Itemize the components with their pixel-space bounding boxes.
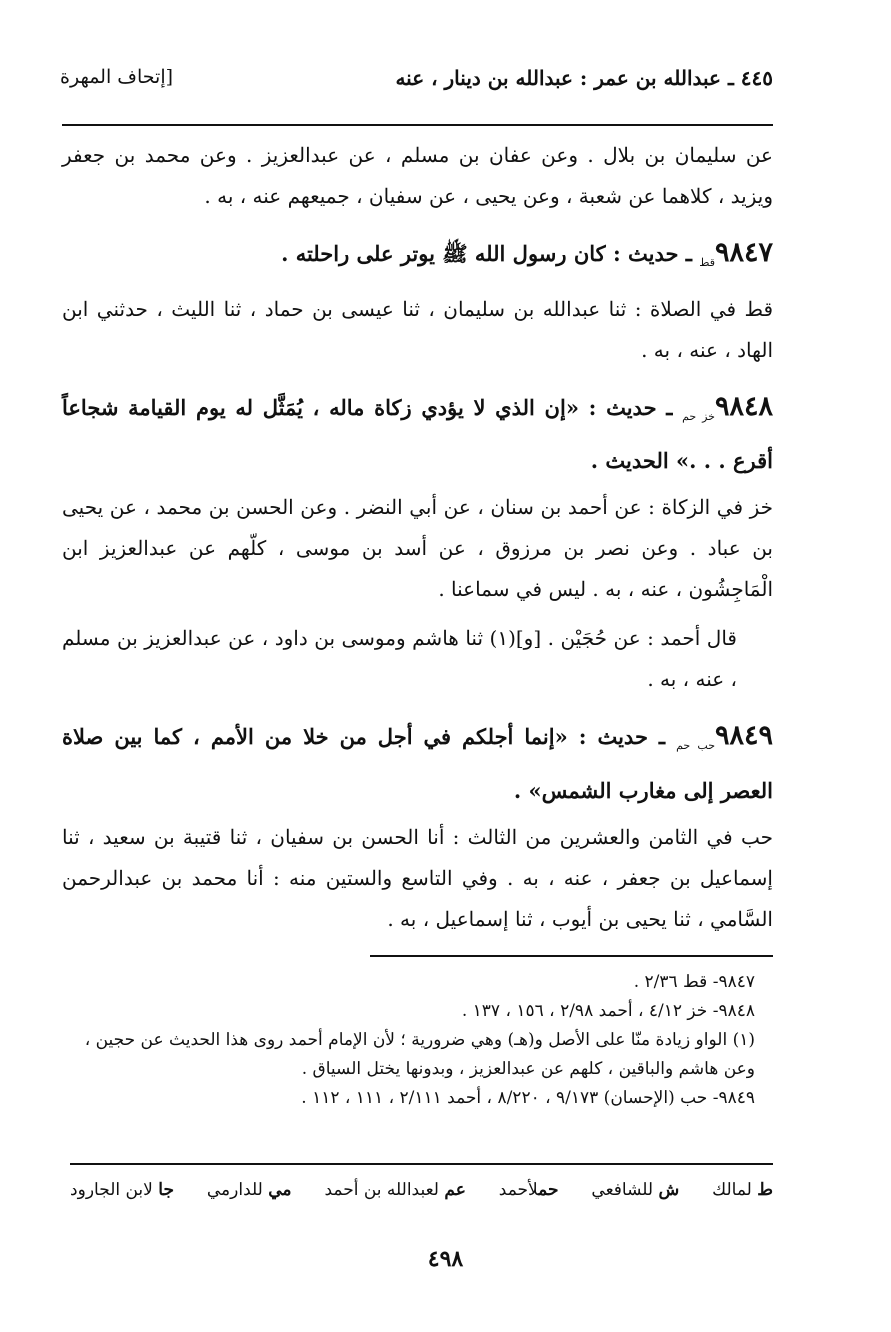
paragraph-1: عن سليمان بن بلال . وعن عفان بن مسلم ، عن عبدالعزيز . وعن محمد بن جعفر ويزيد ، كلاهما عن شعبة ، وعن يحيى ، عن سفيان ، جميعهم عنه ، به . xyxy=(62,143,773,208)
footnote-rule xyxy=(370,955,773,957)
abbr-item: مي للدارمي xyxy=(206,1180,292,1200)
footnotes xyxy=(70,968,773,1113)
running-header xyxy=(60,66,773,106)
hadith-9848 xyxy=(62,385,773,483)
hadith-text: ـ حديث : «إن الذي لا يؤدي زكاة ماله ، يُمَثَّل له يوم القيامة شجاعاً أقرع . . .» الحديث . xyxy=(62,395,773,474)
header-book-title: [إتحاف المهرة xyxy=(60,66,174,88)
hadith-text: ـ حديث : «إنما أجلكم في أجل من خلا من الأمم ، كما بين صلاة العصر إلى مغارب الشمس» . xyxy=(62,724,773,803)
hadith-siglum: حب حم xyxy=(676,739,715,753)
header-chapter-title: ٤٤٥ ـ عبدالله بن عمر : عبدالله بن دينار ، عنه xyxy=(395,66,773,90)
hadith-siglum: قط xyxy=(699,256,715,270)
hadith-9849 xyxy=(62,714,773,812)
hadith-text: ـ حديث : كان رسول الله ﷺ يوتر على راحلته . xyxy=(281,241,692,266)
paragraph-5: حب في الثامن والعشرين من الثالث : أنا الحسن بن سفيان ، ثنا قتيبة بن سعيد ، ثنا إسماعيل بن جعفر ، عنه ، به . وفي التاسع والستين منه : أنا محمد بن عبدالرحمن السَّامي ، ثنا يحيى بن أيوب ، ثنا إسماعيل ، به . xyxy=(62,824,773,931)
abbr-item: حملأحمد xyxy=(498,1180,559,1200)
abbreviations-key xyxy=(70,1180,773,1200)
page-number: ٤٩٨ xyxy=(427,1246,464,1272)
footnote-9848: ٩٨٤٨- خز ٤/١٢ ، أحمد ٢/٩٨ ، ١٥٦ ، ١٣٧ . xyxy=(461,1001,755,1021)
header-rule xyxy=(62,124,773,126)
abbr-item: عم لعبدالله بن أحمد xyxy=(324,1180,466,1200)
abbr-item: جا لابن الجارود xyxy=(70,1180,174,1200)
abbr-item: ش للشافعي xyxy=(591,1180,680,1200)
hadith-number: ٩٨٤٨ xyxy=(714,391,773,423)
footnote-9847: ٩٨٤٧- قط ٢/٣٦ . xyxy=(633,972,755,992)
hadith-number: ٩٨٤٩ xyxy=(715,720,774,752)
hadith-siglum: خز حم xyxy=(682,410,715,424)
footnote-1: (١) الواو زيادة منّا على الأصل و(هـ) وهي ضرورية ؛ لأن الإمام أحمد روى هذا الحديث عن حجين ، وعن هاشم والباقين ، كلهم عن عبدالعزيز ، وبدونها يختل السياق . xyxy=(84,1030,755,1079)
paragraph-3: خز في الزكاة : عن أحمد بن سنان ، عن أبي النضر . وعن الحسن بن محمد ، عن يحيى بن عباد . وعن نصر بن مرزوق ، عن أسد بن موسى ، كلّهم عن عبدالعزيز ابن الْمَاجِشُون ، عنه ، به . ليس في سماعنا . xyxy=(62,495,773,602)
abbr-item: ط لمالك xyxy=(712,1180,773,1200)
footnote-9849: ٩٨٤٩- حب (الإحسان) ٩/١٧٣ ، ٨/٢٢٠ ، أحمد ٢/١١١ ، ١١١ ، ١١٢ . xyxy=(301,1088,755,1108)
abbreviations-rule xyxy=(70,1163,773,1165)
hadith-9847 xyxy=(62,231,773,285)
hadith-number: ٩٨٤٧ xyxy=(714,237,773,268)
paragraph-2: قط في الصلاة : ثنا عبدالله بن سليمان ، ثنا عيسى بن حماد ، ثنا الليث ، حدثني ابن الهاد ، عنه ، به . xyxy=(62,297,773,363)
main-text xyxy=(62,135,773,940)
paragraph-4: قال أحمد : عن حُجَيْن . [و](١) ثنا هاشم وموسى بن داود ، عن عبدالعزيز بن مسلم ، عنه ، به . xyxy=(62,626,737,692)
